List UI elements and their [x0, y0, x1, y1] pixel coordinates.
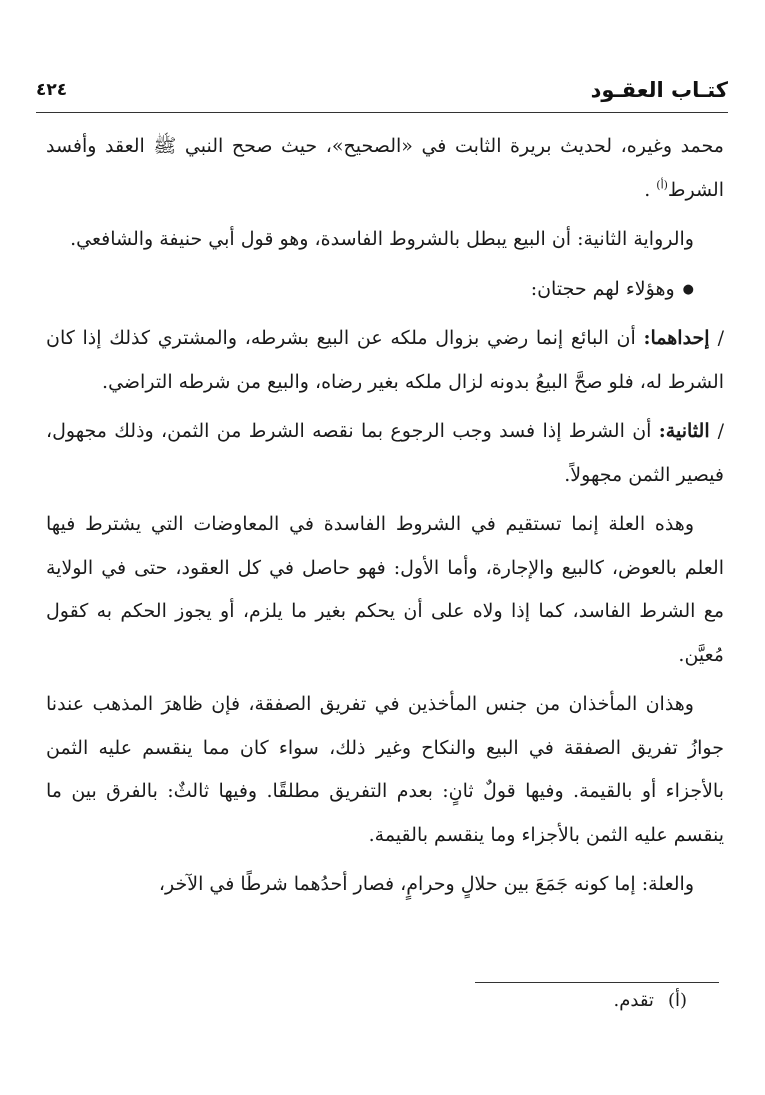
bullet-icon: ●: [682, 281, 694, 297]
book-title: كتـاب العقـود: [590, 78, 728, 102]
paragraph: [46, 863, 724, 907]
paragraph: [46, 218, 724, 262]
paragraph-text: وهؤلاء لهم حجتان:: [530, 277, 675, 300]
paragraph-text: أن البائع إنما رضي بزوال ملكه عن البيع بشرطه، والمشتري كذلك إذا كان الشرط له، فلو صحَّ البيعُ بدونه لزال ملكه بغير رضاه، والبيع من شرطه التراضي.: [46, 327, 724, 393]
paragraph: [46, 317, 724, 404]
paragraph: [46, 410, 724, 497]
slash-mark: /: [717, 327, 724, 350]
paragraph-tail: .: [644, 178, 657, 201]
paragraph: [46, 503, 724, 677]
paragraph-text: وهذه العلة إنما تستقيم في الشروط الفاسدة في المعاوضات التي يشترط فيها العلم بالعوض، كالبيع والإجارة، وأما الأول: فهو حاصل في كل العقود، حتى في الولاية مع الشرط الفاسد، كما إذا ولاه على أن يحكم بغير ما يلزم، أو يجوز الحكم به كقول مُعيَّن.: [46, 513, 724, 666]
paragraph-text: أن الشرط إذا فسد وجب الرجوع بما نقصه الشرط من الثمن، وذلك مجهول، فيصير الثمن مجهولاً.: [46, 420, 724, 486]
paragraph-text: محمد وغيره، لحديث بريرة الثابت في «الصحيح»، حيث صحح النبي ﷺ العقد وأفسد الشرط: [46, 135, 724, 201]
footnote-number: (أ): [667, 990, 687, 1011]
bullet-paragraph: [46, 268, 724, 312]
paragraph: [46, 125, 724, 212]
paragraph-text: والعلة: إما كونه جَمَعَ بين حلالٍ وحرامٍ، فصار أحدُهما شرطًا في الآخر،: [158, 873, 694, 896]
main-text: [46, 125, 724, 913]
footnote: [614, 990, 687, 1011]
footnote-text: تقدم.: [613, 990, 654, 1011]
paragraph-lead: إحداهما:: [643, 327, 710, 350]
paragraph-text: والرواية الثانية: أن البيع يبطل بالشروط الفاسدة، وهو قول أبي حنيفة والشافعي.: [70, 228, 694, 250]
footnote-divider: [475, 982, 719, 983]
page-header: [36, 76, 728, 110]
slash-mark: /: [717, 420, 724, 443]
footnote-reference: (أ): [656, 178, 668, 192]
paragraph-lead: الثانية:: [658, 420, 710, 443]
page-number: ٤٢٤: [36, 80, 68, 100]
header-divider: [36, 112, 728, 113]
paragraph: [46, 683, 724, 857]
paragraph-text: وهذان المأخذان من جنس المأخذين في تفريق الصفقة، فإن ظاهرَ المذهب عندنا جوازُ تفريق الصفقة في البيع والنكاح وغير ذلك، سواء كان مما ينقسم عليه الثمن بالأجزاء أو بالقيمة. وفيها قولٌ ثانٍ: بعدم التفريق مطلقًا. وفيها ثالثٌ: بالفرق بين ما ينقسم عليه الثمن بالأجزاء وما ينقسم بالقيمة.: [46, 693, 724, 846]
